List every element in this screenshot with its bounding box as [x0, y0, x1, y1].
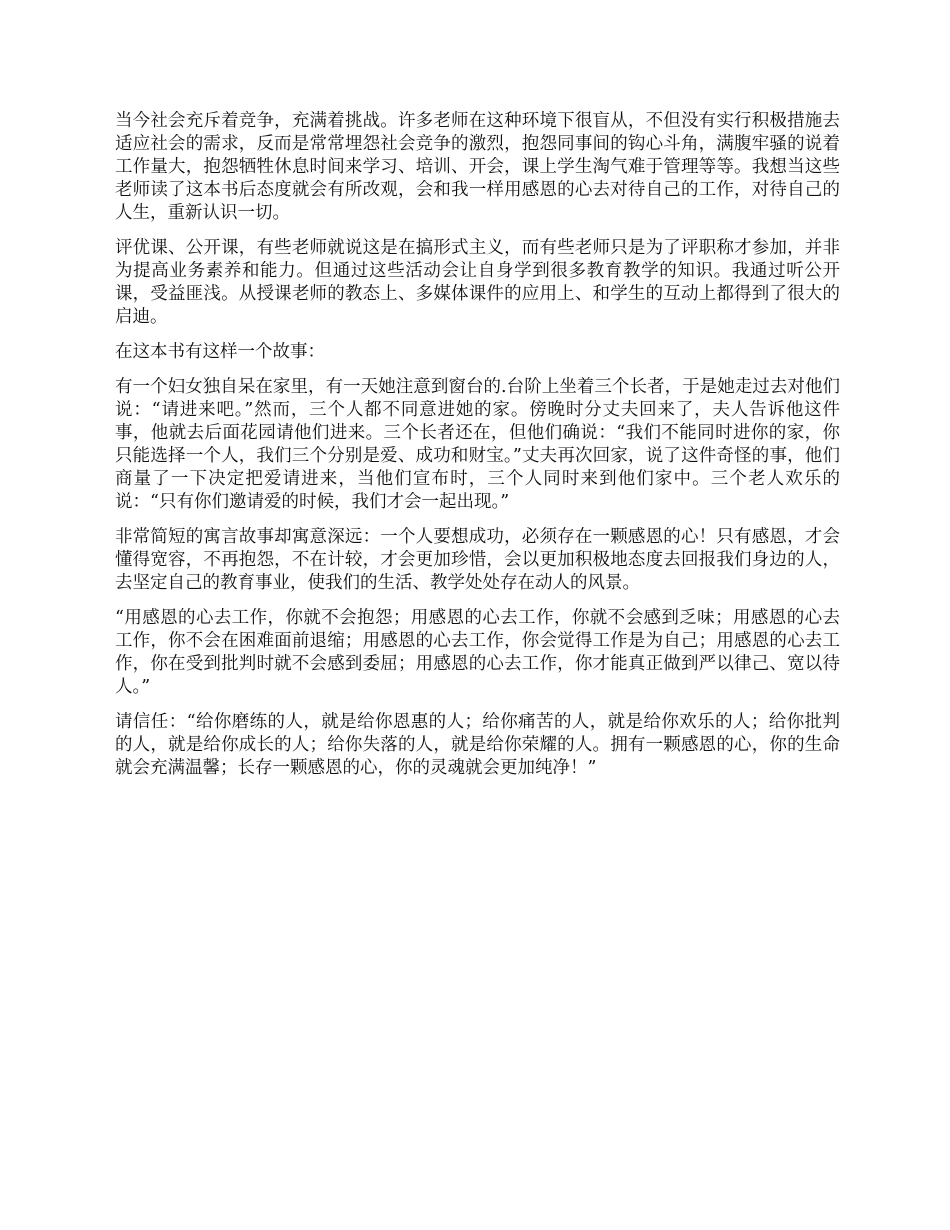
- paragraph-story-intro: 在这本书有这样一个故事：: [115, 342, 325, 362]
- document-body: [115, 110, 840, 792]
- paragraph-moral: 非常简短的寓言故事却寓意深远：一个人要想成功，必须存在一颗感恩的心！只有感恩，才会懂得宽容，不再抱怨，不在计较，才会更加珍惜，会以更加积极地态度去回报我们身边的人，去坚定自己的教育事业，使我们的生活、教学处处存在动人的风景。: [115, 527, 840, 593]
- paragraph-gratitude-work: “用感恩的心去工作，你就不会抱怨；用感恩的心去工作，你就不会感到乏味；用感恩的心去工作，你不会在困难面前退缩；用感恩的心去工作，你会觉得工作是为自己；用感恩的心去工作，你在受到批判时就不会感到委屈；用感恩的心去工作，你才能真正做到严以律己、宽以待人。”: [115, 608, 840, 697]
- paragraph-story: 有一个妇女独自呆在家里，有一天她注意到窗台的.台阶上坐着三个长者，于是她走过去对他们说：“请进来吧。”然而，三个人都不同意进她的家。傍晚时分丈夫回来了，夫人告诉他这件事，他就去后面花园请他们进来。三个长者还在，但他们确说：“我们不能同时进你的家，你只能选择一个人，我们三个分别是爱、成功和财宝。”丈夫再次回家，说了这件奇怪的事，他们商量了一下决定把爱请进来，当他们宣布时，三个人同时来到他们家中。三个老人欢乐的说：“只有你们邀请爱的时候，我们才会一起出现。”: [115, 377, 840, 512]
- paragraph-believe: 请信任：“给你磨练的人，就是给你恩惠的人；给你痛苦的人，就是给你欢乐的人；给你批判的人，就是给你成长的人；给你失落的人，就是给你荣耀的人。拥有一颗感恩的心，你的生命就会充满温馨；长存一颗感恩的心，你的灵魂就会更加纯净！”: [115, 712, 840, 778]
- paragraph-competition: 当今社会充斥着竞争，充满着挑战。许多老师在这种环境下很盲从，不但没有实行积极措施去适应社会的需求，反而是常常埋怨社会竞争的激烈，抱怨同事间的钩心斗角，满腹牢骚的说着工作量大，抱怨牺牲休息时间来学习、培训、开会，课上学生淘气难于管理等等。我想当这些老师读了这本书后态度就会有所改观，会和我一样用感恩的心去对待自己的工作，对待自己的人生，重新认识一切。: [115, 111, 840, 223]
- paragraph-open-class: 评优课、公开课，有些老师就说这是在搞形式主义，而有些老师只是为了评职称才参加，并非为提高业务素养和能力。但通过这些活动会让自身学到很多教育教学的知识。我通过听公开课，受益匪浅。从授课老师的教态上、多媒体课件的应用上、和学生的互动上都得到了很大的启迪。: [115, 238, 840, 327]
